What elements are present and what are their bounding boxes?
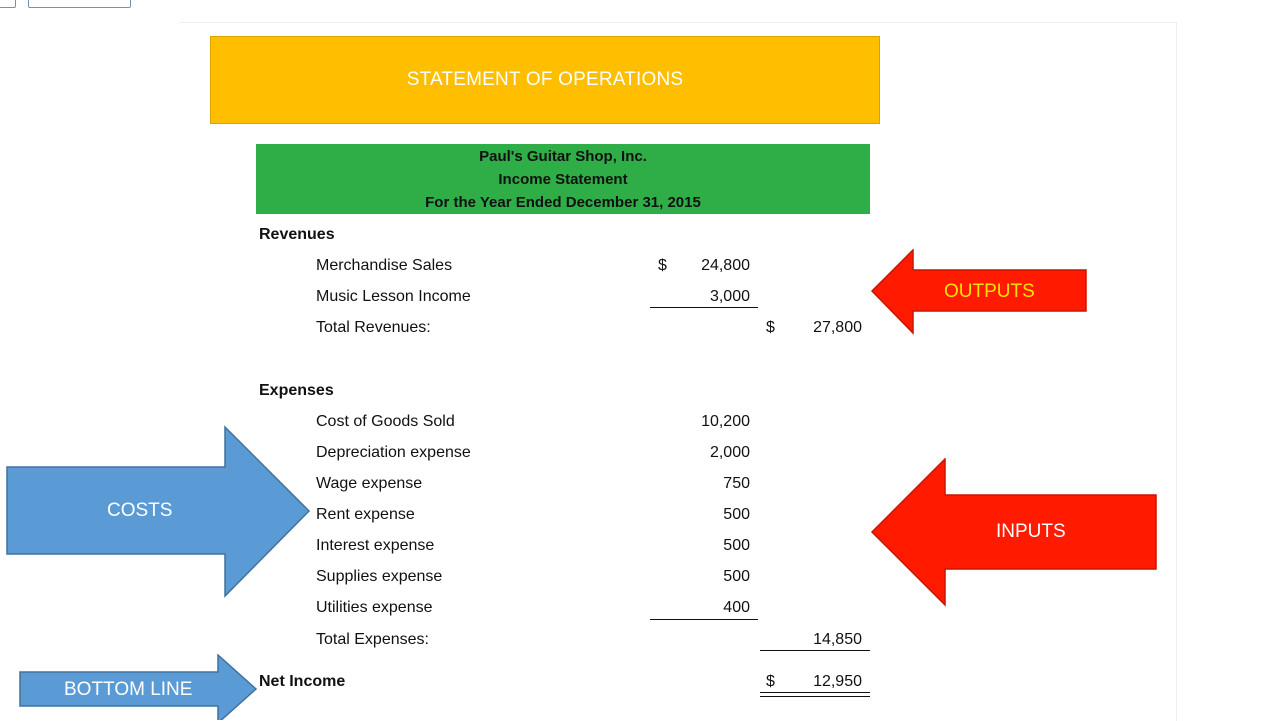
expense-item-label: Rent expense: [316, 506, 415, 523]
expense-item-amount: 750: [723, 475, 750, 492]
expense-item-label: Utilities expense: [316, 599, 433, 616]
expense-item-amount: 500: [723, 537, 750, 554]
expense-item-amount: 500: [723, 506, 750, 523]
statement-header: [256, 144, 870, 214]
subtotal-rule: [650, 619, 758, 620]
banner-title: STATEMENT OF OPERATIONS: [406, 69, 684, 90]
expense-item-label: Supplies expense: [316, 568, 443, 585]
costs-label: COSTS: [107, 500, 173, 521]
net-income-label: Net Income: [259, 673, 346, 690]
expense-item-amount: 10,200: [701, 413, 750, 430]
revenue-item-amount: 24,800: [701, 257, 750, 274]
double-rule-top: [760, 692, 870, 693]
total-revenues-label: Total Revenues:: [316, 319, 431, 336]
revenue-item-label: Merchandise Sales: [316, 257, 453, 274]
statement-period: For the Year Ended December 31, 2015: [425, 193, 701, 211]
toolbar-button-left[interactable]: [0, 0, 16, 8]
revenues-heading: Revenues: [259, 226, 335, 243]
net-income-amount: 12,950: [813, 673, 862, 690]
statement-banner: [210, 36, 880, 124]
statement-name: Income Statement: [498, 170, 628, 188]
revenue-item-label: Music Lesson Income: [316, 288, 471, 305]
inputs-label: INPUTS: [996, 521, 1066, 542]
currency-symbol: $: [766, 319, 775, 336]
expense-item-label: Interest expense: [316, 537, 435, 554]
toolbar-button[interactable]: [28, 0, 131, 8]
expense-item-label: Wage expense: [316, 475, 423, 492]
subtotal-rule: [650, 307, 758, 308]
expense-item-amount: 500: [723, 568, 750, 585]
double-rule-bottom: [760, 696, 870, 697]
expense-item-amount: 2,000: [709, 444, 750, 461]
total-revenues-amount: 27,800: [813, 319, 862, 336]
expense-item-label: Depreciation expense: [316, 444, 471, 461]
total-expenses-label: Total Expenses:: [316, 631, 429, 648]
bottom-line-label: BOTTOM LINE: [64, 679, 193, 700]
total-rule: [760, 650, 870, 651]
outputs-label: OUTPUTS: [944, 281, 1035, 302]
expense-item-amount: 400: [723, 599, 750, 616]
currency-symbol: $: [658, 257, 667, 274]
expenses-heading: Expenses: [259, 382, 334, 399]
total-expenses-amount: 14,850: [813, 631, 862, 648]
company-name: Paul's Guitar Shop, Inc.: [479, 147, 647, 165]
revenue-item-amount: 3,000: [709, 288, 750, 305]
expense-item-label: Cost of Goods Sold: [316, 413, 455, 430]
currency-symbol: $: [766, 673, 775, 690]
